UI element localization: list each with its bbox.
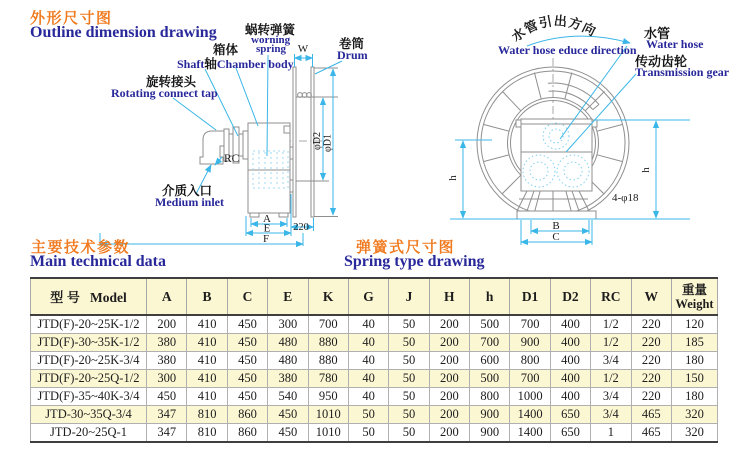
- worm-spring-label-en2: spring: [256, 43, 286, 55]
- dim-h-left: h: [447, 175, 459, 181]
- table-row: [31, 388, 718, 406]
- rotating-tap-label-en: Rotating connect tap: [111, 86, 218, 100]
- dim-f: F: [262, 233, 270, 245]
- value-cell: 40: [348, 352, 388, 370]
- educe-direction-label-en: Water hose educe direction: [498, 43, 637, 57]
- value-cell: 50: [389, 424, 429, 443]
- value-cell: 1010: [308, 406, 348, 424]
- value-cell: 380: [268, 370, 308, 388]
- dim-d1: φD1: [322, 134, 334, 152]
- header-model-cn: 型 号: [50, 290, 80, 305]
- value-cell: 880: [308, 334, 348, 352]
- value-cell: 500: [470, 315, 510, 334]
- value-cell: 465: [631, 406, 672, 424]
- value-cell: 200: [429, 388, 469, 406]
- value-cell: 200: [429, 315, 469, 334]
- table-row: [31, 334, 718, 352]
- spec-table-wrap: [30, 277, 718, 443]
- dim-holes: 4-φ18: [612, 192, 639, 204]
- header-col: RC: [591, 278, 631, 315]
- value-cell: 700: [308, 315, 348, 334]
- value-cell: 480: [268, 334, 308, 352]
- dim-b: B: [552, 220, 560, 232]
- drum-label-en: Drum: [337, 48, 368, 62]
- worm-spring-label-cn: 蜗转弹簧: [245, 23, 296, 37]
- page-title-en: Outline dimension drawing: [30, 24, 217, 41]
- value-cell: 380: [147, 334, 187, 352]
- dim-h-right: h: [640, 167, 652, 173]
- transmission-gear-label-cn: 传动齿轮: [635, 54, 688, 69]
- value-cell: 410: [187, 370, 227, 388]
- value-cell: 1: [591, 424, 631, 443]
- drum-label-cn: 卷筒: [339, 37, 365, 51]
- header-col: E: [268, 278, 308, 315]
- value-cell: 40: [348, 315, 388, 334]
- value-cell: 300: [147, 370, 187, 388]
- value-cell: 200: [429, 352, 469, 370]
- model-cell: JTD(F)-35~40K-3/4: [31, 388, 147, 406]
- value-cell: 540: [268, 388, 308, 406]
- value-cell: 200: [429, 424, 469, 443]
- value-cell: 1/2: [591, 334, 631, 352]
- value-cell: 50: [389, 406, 429, 424]
- main-technical-data-table: [30, 277, 718, 443]
- header-weight-cn: 重量: [681, 282, 707, 297]
- value-cell: 300: [268, 315, 308, 334]
- value-cell: 700: [470, 334, 510, 352]
- value-cell: 220: [631, 352, 672, 370]
- value-cell: 780: [308, 370, 348, 388]
- value-cell: 50: [389, 352, 429, 370]
- value-cell: 40: [348, 334, 388, 352]
- value-cell: 320: [672, 406, 718, 424]
- value-cell: 450: [227, 315, 267, 334]
- value-cell: 50: [348, 424, 388, 443]
- header-col: A: [147, 278, 187, 315]
- header-col: D1: [510, 278, 550, 315]
- value-cell: 200: [429, 406, 469, 424]
- dim-d2: φD2: [312, 132, 323, 150]
- page-title-cn: 外形尺寸图: [30, 10, 113, 27]
- value-cell: 40: [348, 388, 388, 406]
- value-cell: 347: [147, 424, 187, 443]
- value-cell: 650: [550, 406, 590, 424]
- value-cell: 180: [672, 352, 718, 370]
- value-cell: 3/4: [591, 406, 631, 424]
- front-view-drawing: [477, 58, 629, 220]
- educe-direction-cn-label: 水管引出方向: [508, 13, 600, 45]
- header-col: G: [348, 278, 388, 315]
- value-cell: 450: [268, 424, 308, 443]
- value-cell: 1/2: [591, 370, 631, 388]
- value-cell: 1000: [510, 388, 550, 406]
- dim-rc: RC: [224, 153, 240, 165]
- value-cell: 900: [470, 406, 510, 424]
- value-cell: 900: [470, 424, 510, 443]
- value-cell: 450: [227, 352, 267, 370]
- value-cell: 120: [672, 315, 718, 334]
- value-cell: 400: [550, 352, 590, 370]
- value-cell: 700: [510, 370, 550, 388]
- model-cell: JTD-30~35Q-3/4: [31, 406, 147, 424]
- water-hose-label-cn: 水管: [644, 26, 671, 41]
- header-col: J: [389, 278, 429, 315]
- value-cell: 50: [389, 315, 429, 334]
- value-cell: 1400: [510, 406, 550, 424]
- chamber-label-en: Chamber body: [216, 57, 294, 71]
- chamber-label-cn: 箱体: [213, 43, 239, 57]
- shaft-label-en: Shaft: [177, 57, 205, 71]
- dim-a: A: [263, 213, 271, 225]
- spring-drawing-title-cn: 弹簧式尺寸图: [356, 239, 456, 256]
- value-cell: 220: [631, 315, 672, 334]
- medium-inlet-label-en: Medium inlet: [155, 195, 224, 209]
- medium-inlet-label-cn: 介质入口: [162, 184, 213, 198]
- header-col: K: [308, 278, 348, 315]
- table-body: [31, 315, 718, 442]
- value-cell: 150: [672, 370, 718, 388]
- value-cell: 410: [187, 388, 227, 406]
- value-cell: 900: [510, 334, 550, 352]
- header-weight: [672, 278, 718, 315]
- value-cell: 480: [268, 352, 308, 370]
- value-cell: 320: [672, 424, 718, 443]
- value-cell: 3/4: [591, 352, 631, 370]
- value-cell: 220: [631, 334, 672, 352]
- value-cell: 200: [429, 370, 469, 388]
- value-cell: 400: [550, 388, 590, 406]
- value-cell: 950: [308, 388, 348, 406]
- header-col: W: [631, 278, 672, 315]
- header-model-en: Model: [90, 290, 127, 305]
- shaft-chamber-label: [177, 54, 294, 73]
- model-cell: JTD(F)-20~25Q-1/2: [31, 370, 147, 388]
- dim-c: C: [552, 231, 560, 243]
- header-col: D2: [550, 278, 590, 315]
- header-col: h: [470, 278, 510, 315]
- model-cell: JTD(F)-30~35K-1/2: [31, 334, 147, 352]
- value-cell: 600: [470, 352, 510, 370]
- value-cell: 50: [348, 406, 388, 424]
- value-cell: 880: [308, 352, 348, 370]
- value-cell: 50: [389, 334, 429, 352]
- value-cell: 185: [672, 334, 718, 352]
- value-cell: 200: [429, 334, 469, 352]
- value-cell: 465: [631, 424, 672, 443]
- table-header: [31, 278, 718, 315]
- value-cell: 800: [470, 388, 510, 406]
- value-cell: 860: [227, 406, 267, 424]
- worm-spring-label-en1: worning: [251, 34, 291, 46]
- header-weight-en: Weight: [675, 296, 714, 311]
- side-view-dimensions: [100, 54, 342, 246]
- value-cell: 450: [227, 334, 267, 352]
- value-cell: 400: [550, 370, 590, 388]
- value-cell: 40: [348, 370, 388, 388]
- water-hose-label-en: Water hose: [646, 37, 704, 51]
- header-col: B: [187, 278, 227, 315]
- rotating-tap-label-cn: 旋转接头: [146, 75, 197, 89]
- table-header-row: [31, 278, 718, 315]
- value-cell: 810: [187, 424, 227, 443]
- svg-text:水管引出方向: [509, 13, 599, 44]
- table-row: [31, 315, 718, 334]
- value-cell: 3/4: [591, 388, 631, 406]
- value-cell: 450: [268, 406, 308, 424]
- value-cell: 400: [550, 315, 590, 334]
- dim-e: E: [263, 222, 271, 235]
- value-cell: 220: [631, 388, 672, 406]
- dim-220: 220: [293, 222, 309, 233]
- table-row: [31, 370, 718, 388]
- value-cell: 347: [147, 406, 187, 424]
- value-cell: 650: [550, 424, 590, 443]
- value-cell: 180: [672, 388, 718, 406]
- value-cell: 410: [187, 315, 227, 334]
- value-cell: 810: [187, 406, 227, 424]
- transmission-gear-label-en: Transmission gear: [635, 65, 730, 79]
- tech-data-title-cn: 主要技术参数: [31, 239, 131, 256]
- header-model: [31, 278, 147, 315]
- value-cell: 800: [510, 352, 550, 370]
- value-cell: 400: [550, 334, 590, 352]
- model-cell: JTD(F)-20~25K-1/2: [31, 315, 147, 334]
- value-cell: 1010: [308, 424, 348, 443]
- value-cell: 50: [389, 370, 429, 388]
- spring-drawing-title-en: Spring type drawing: [344, 253, 485, 270]
- value-cell: 380: [147, 352, 187, 370]
- header-col: C: [227, 278, 267, 315]
- value-cell: 860: [227, 424, 267, 443]
- model-cell: JTD-20~25Q-1: [31, 424, 147, 443]
- value-cell: 410: [187, 352, 227, 370]
- value-cell: 50: [389, 388, 429, 406]
- model-cell: JTD(F)-20~25K-3/4: [31, 352, 147, 370]
- value-cell: 200: [147, 315, 187, 334]
- value-cell: 1/2: [591, 315, 631, 334]
- value-cell: 1400: [510, 424, 550, 443]
- value-cell: 450: [227, 388, 267, 406]
- table-row: [31, 406, 718, 424]
- value-cell: 220: [631, 370, 672, 388]
- dim-w: W: [297, 43, 309, 55]
- table-row: [31, 424, 718, 443]
- value-cell: 450: [147, 388, 187, 406]
- value-cell: 410: [187, 334, 227, 352]
- value-cell: 450: [227, 370, 267, 388]
- header-col: H: [429, 278, 469, 315]
- value-cell: 700: [510, 315, 550, 334]
- table-row: [31, 352, 718, 370]
- value-cell: 500: [470, 370, 510, 388]
- tech-data-title-en: Main technical data: [30, 253, 166, 270]
- shaft-label-cn: 轴: [204, 57, 217, 71]
